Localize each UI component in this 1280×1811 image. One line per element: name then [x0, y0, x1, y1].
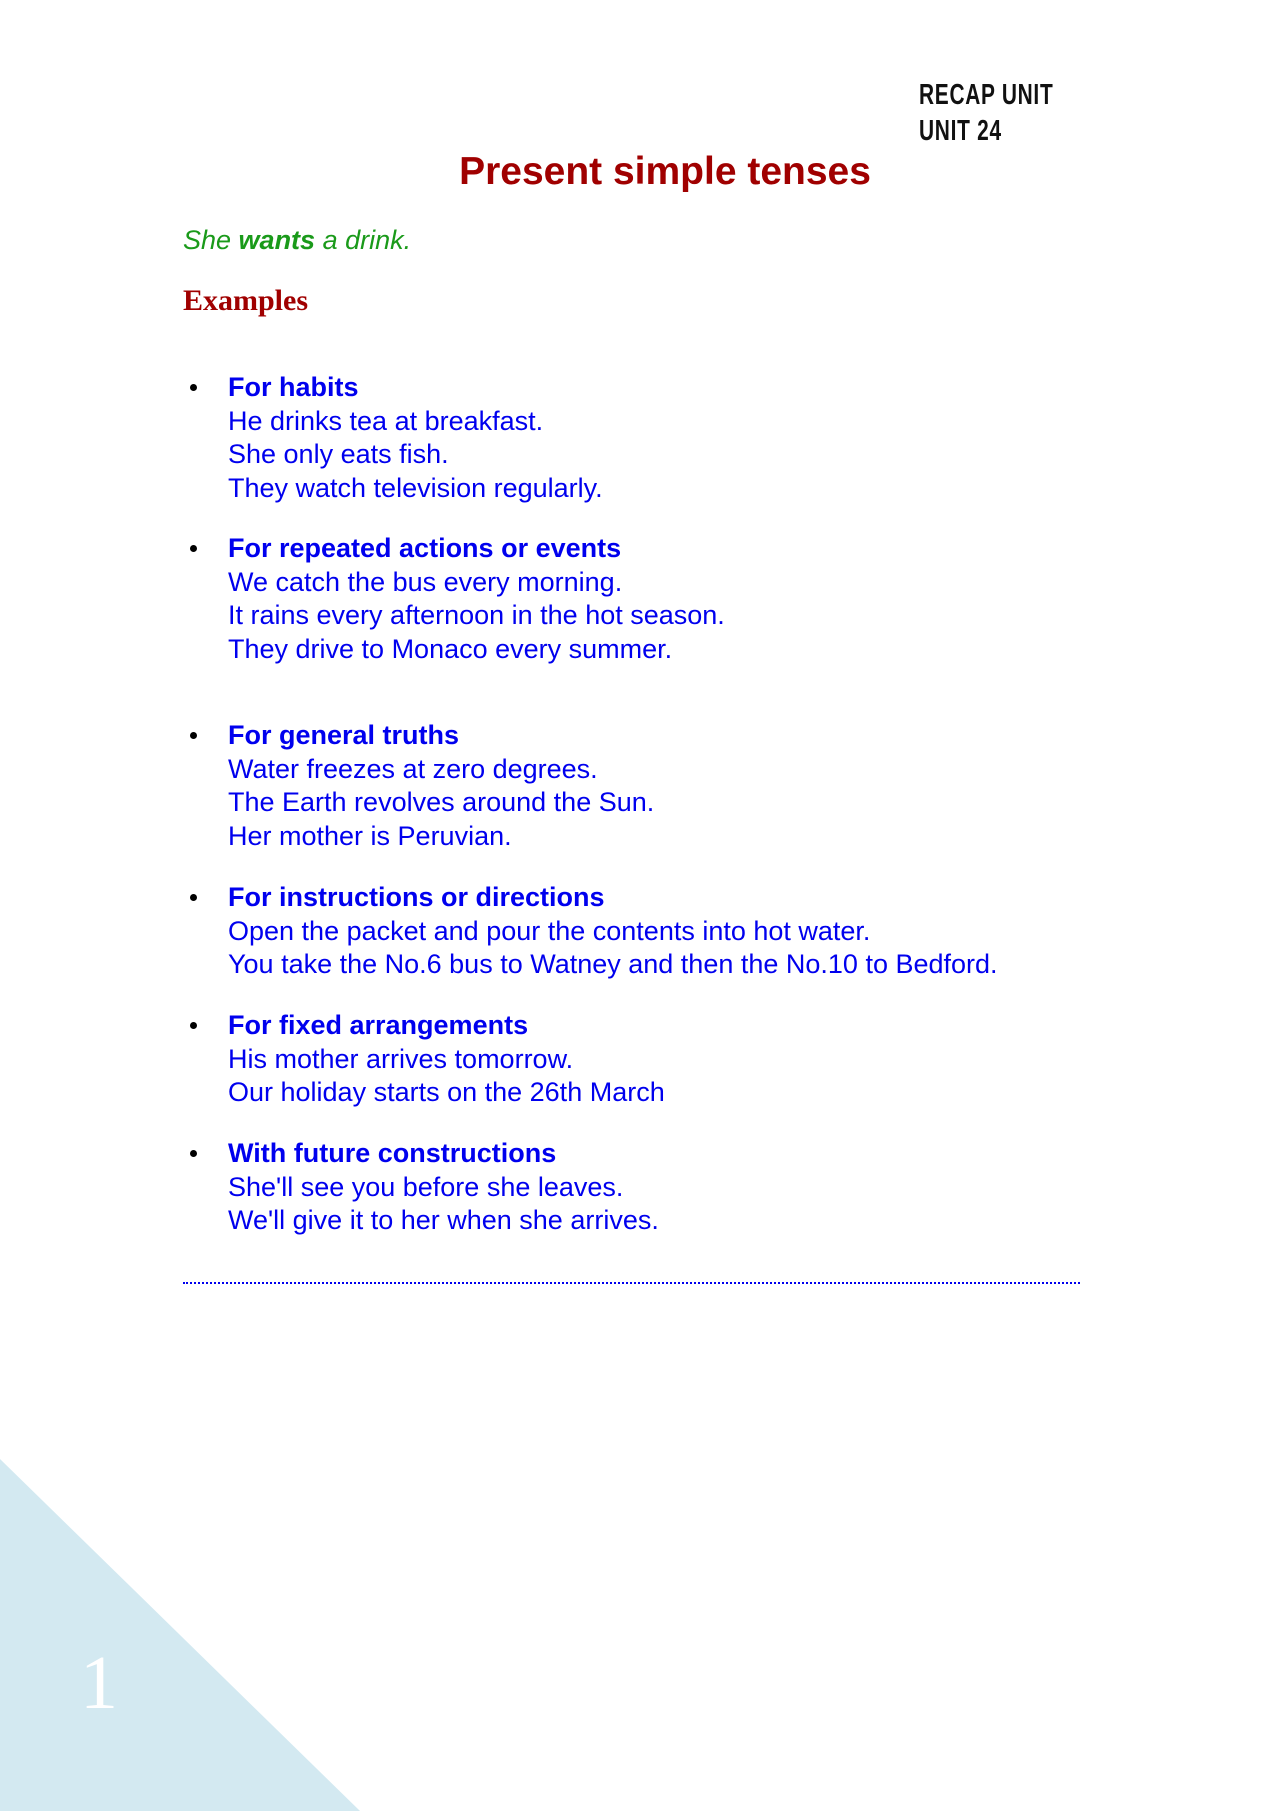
example-sentence: The Earth revolves around the Sun.	[228, 787, 655, 817]
section-heading: With future constructions	[228, 1138, 557, 1168]
section-heading: For general truths	[228, 720, 460, 750]
example-sentence: Our holiday starts on the 26th March	[228, 1077, 665, 1107]
example-sentence: We catch the bus every morning.	[228, 566, 623, 597]
example-sentence: They drive to Monaco every summer.	[228, 633, 673, 664]
example-sentence: Her mother is Peruvian.	[228, 820, 512, 851]
lead-after: a drink.	[315, 225, 412, 255]
section-heading: For habits	[228, 372, 359, 402]
section-heading: For fixed arrangements	[228, 1010, 529, 1040]
example-sentence: She only eats fish.	[228, 439, 449, 469]
page-number: 1	[80, 1641, 118, 1725]
lead-before: She	[183, 225, 239, 255]
recap-unit-label: RECAP UNIT	[919, 79, 1054, 111]
example-sentence: She'll see you before she leaves.	[228, 1171, 624, 1202]
section-heading: For instructions or directions	[228, 882, 605, 912]
lead-verb: wants	[238, 225, 316, 255]
example-sentence: It rains every afternoon in the hot season.	[228, 600, 725, 630]
example-sentence: He drinks tea at breakfast.	[228, 405, 544, 436]
section-heading: For repeated actions or events	[228, 533, 622, 563]
example-sentence: You take the No.6 bus to Watney and then the No.10 to Bedford.	[228, 949, 998, 979]
page-title: Present simple tenses	[459, 150, 871, 193]
example-sentence: Water freezes at zero degrees.	[228, 753, 598, 784]
example-sentence: We'll give it to her when she arrives.	[228, 1205, 659, 1235]
unit-number-label: UNIT 24	[919, 115, 1002, 147]
example-sentence: Open the packet and pour the contents into hot water.	[228, 915, 871, 946]
example-sentence: They watch television regularly.	[228, 472, 603, 503]
examples-heading: Examples	[183, 284, 309, 317]
example-sentence: His mother arrives tomorrow.	[228, 1043, 574, 1074]
